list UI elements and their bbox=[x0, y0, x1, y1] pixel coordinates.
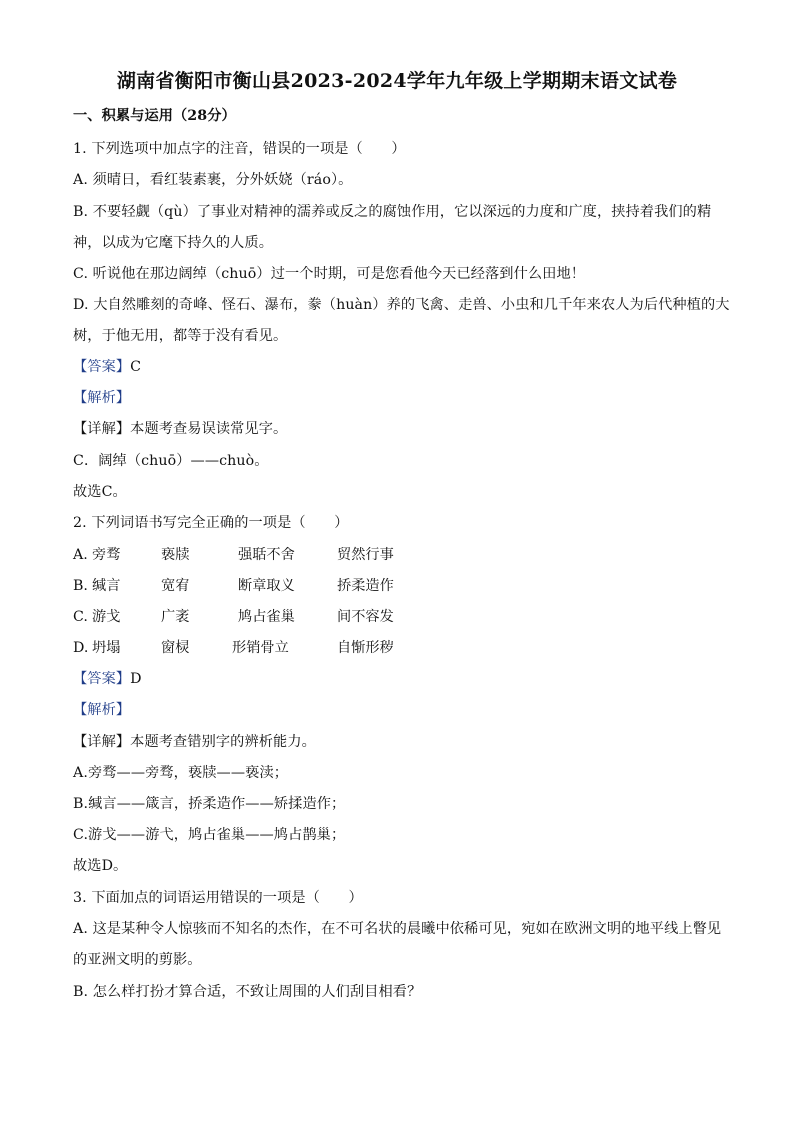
question-3-option-a-line1: A. 这是某种令人惊骇而不知名的杰作，在不可名状的晨曦中依稀可见，宛如在欧洲文明的地平线上瞥见 bbox=[73, 921, 722, 937]
question-2-choice: 故选D。 bbox=[73, 858, 128, 874]
answer-label: 【答案】 bbox=[73, 671, 131, 687]
question-1-explanation: C．阔绰（chuō）——chuò。 bbox=[73, 453, 269, 469]
question-1-option-c: C. 听说他在那边阔绰（chuō）过一个时期，可是您看他今天已经落到什么田地！ bbox=[73, 266, 586, 282]
question-2-explanation-a: A.旁骛——旁骛，亵牍——亵渎； bbox=[73, 765, 288, 781]
option-letter: C. bbox=[73, 609, 88, 625]
detail-text: 本题考查易误读常见字。 bbox=[130, 421, 288, 437]
option-word: 旁骛 bbox=[92, 547, 121, 563]
option-letter: A. bbox=[73, 547, 88, 563]
question-1-detail bbox=[73, 419, 287, 439]
option-word: 形销骨立 bbox=[232, 640, 289, 656]
answer-value: C bbox=[130, 359, 142, 375]
section-heading: 一、积累与运用（28分） bbox=[73, 108, 236, 124]
question-1-option-d-line2: 树，于他无用，都等于没有看见。 bbox=[73, 328, 288, 344]
question-1-option-a: A. 须晴日，看红装素裹，分外妖娆（ráo）。 bbox=[73, 172, 353, 188]
question-2-explanation-b: B.缄言——箴言，挢柔造作——矫揉造作； bbox=[73, 796, 346, 812]
option-letter: B. bbox=[73, 578, 88, 594]
option-word: 贸然行事 bbox=[337, 547, 394, 563]
question-3-stem: 3. 下面加点的词语运用错误的一项是（ ） bbox=[73, 890, 363, 906]
detail-label: 【详解】 bbox=[73, 734, 131, 750]
question-3-option-a-line2: 的亚洲文明的剪影。 bbox=[73, 952, 202, 968]
question-3-option-b: B. 怎么样打扮才算合适，不致让周围的人们刮目相看？ bbox=[73, 984, 422, 1000]
question-1-option-b-line2: 神，以成为它麾下持久的人质。 bbox=[73, 235, 274, 251]
question-2-option-d bbox=[0, 638, 794, 658]
option-word: 缄言 bbox=[92, 578, 121, 594]
question-1-option-d-line1: D. 大自然雕刻的奇峰、怪石、瀑布，豢（huàn）养的飞禽、走兽、小虫和几千年来农人为后代种植的大 bbox=[73, 297, 730, 313]
question-2-option-c bbox=[0, 607, 794, 627]
option-word: 鸠占雀巢 bbox=[238, 609, 295, 625]
option-word: 挢柔造作 bbox=[337, 578, 394, 594]
question-2-option-a bbox=[0, 545, 794, 565]
option-word: 断章取义 bbox=[238, 578, 295, 594]
option-word: 窗棂 bbox=[161, 640, 190, 656]
option-word: 亵牍 bbox=[161, 547, 190, 563]
option-word: 坍塌 bbox=[92, 640, 121, 656]
answer-label: 【答案】 bbox=[73, 359, 131, 375]
detail-text: 本题考查错别字的辨析能力。 bbox=[130, 734, 316, 750]
question-2-stem: 2. 下列词语书写完全正确的一项是（ ） bbox=[73, 515, 349, 531]
question-1-stem: 1. 下列选项中加点字的注音，错误的一项是（ ） bbox=[73, 141, 406, 157]
option-word: 强聒不舍 bbox=[238, 547, 295, 563]
question-1-option-b-line1: B. 不要轻觑（qù）了事业对精神的濡养或反之的腐蚀作用，它以深远的力度和广度，挟持着我们的精 bbox=[73, 204, 712, 220]
question-1-choice: 故选C。 bbox=[73, 484, 127, 500]
question-2-option-b bbox=[0, 576, 794, 596]
detail-label: 【详解】 bbox=[73, 421, 131, 437]
option-word: 间不容发 bbox=[337, 609, 394, 625]
answer-value: D bbox=[130, 671, 142, 687]
exam-title: 湖南省衡阳市衡山县2023-2024学年九年级上学期期末语文试卷 bbox=[116, 70, 678, 92]
option-word: 游戈 bbox=[92, 609, 121, 625]
question-2-detail bbox=[73, 732, 316, 752]
option-letter: D. bbox=[73, 640, 89, 656]
option-word: 广袤 bbox=[161, 609, 190, 625]
question-2-analysis-label: 【解析】 bbox=[73, 702, 131, 718]
question-1-analysis-label: 【解析】 bbox=[73, 390, 131, 406]
option-word: 宽宥 bbox=[161, 578, 190, 594]
question-1-answer bbox=[73, 357, 141, 377]
question-2-answer bbox=[73, 669, 142, 689]
question-2-explanation-c: C.游戈——游弋，鸠占雀巢——鸠占鹊巢； bbox=[73, 827, 346, 843]
option-word: 自惭形秽 bbox=[337, 640, 394, 656]
